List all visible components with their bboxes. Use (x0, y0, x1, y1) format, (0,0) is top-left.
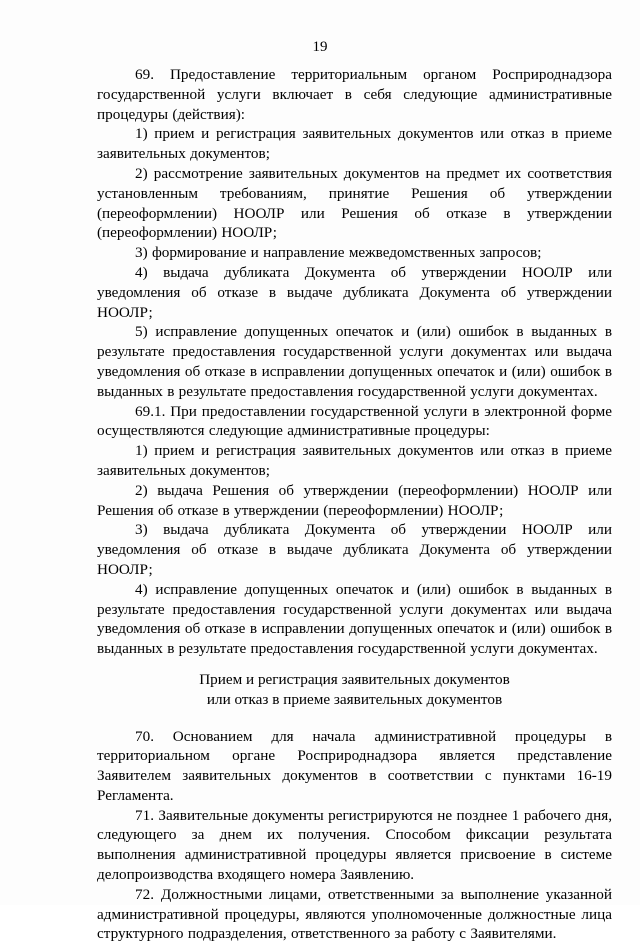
paragraph-70: 70. Основанием для начала административной процедуры в территориальном органе Росприроднадзора является представление Заявителем заявительных документов в соответствии с пунктами 16-19 Регламента. (97, 727, 612, 804)
paragraph-69-item-2: 2) рассмотрение заявительных документов на предмет их соответствия установленным требованиям, принятие Решения об утверждении (переоформлении) НООЛР или Решения об отказе в утверждении (переоформлении) НООЛР; (97, 164, 612, 242)
paragraph-69-item-4: 4) выдача дубликата Документа об утверждении НООЛР или уведомления об отказе в выдаче дубликата Документа об утверждении НООЛР; (97, 263, 612, 321)
paragraph-69-1: 69.1. При предоставлении государственной услуги в электронной форме осуществляются следующие административные процедуры: (97, 402, 612, 440)
paragraph-69-1-item-3: 3) выдача дубликата Документа об утверждении НООЛР или уведомления об отказе в выдаче дубликата Документа об утверждении НООЛР; (97, 521, 612, 578)
document-body (97, 65, 612, 944)
paragraph-69-item-5: 5) исправление допущенных опечаток и (или) ошибок в выданных в результате предоставления государственной услуги документах или выдача уведомления об отказе в исправлении допущенных опечаток и (или) ошибок в выданных в результате предоставления государственной услуги документах. (97, 323, 612, 400)
section-heading-line-2: или отказ в приеме заявительных документов (206, 690, 503, 708)
page-number: 19 (312, 39, 328, 55)
paragraph-69-item-3: 3) формирование и направление межведомственных запросов; (135, 244, 542, 262)
paragraph-69-1-item-1: 1) прием и регистрация заявительных документов или отказ в приеме заявительных документов; (97, 442, 612, 479)
paragraph-69: 69. Предоставление территориальным органом Росприроднадзора государственной услуги включает в себя следующие административные процедуры (действия): (97, 66, 612, 123)
section-heading (97, 670, 612, 710)
paragraph-72: 72. Должностными лицами, ответственными за выполнение указанной административной процедуры, являются уполномоченные должностные лица структурного подразделения, ответственного за работу с Заявителями. (97, 885, 612, 943)
paragraph-69-1-item-4: 4) исправление допущенных опечаток и (или) ошибок в выданных в результате предоставления государственной услуги документах или выдача уведомления об отказе в исправлении допущенных опечаток и (или) ошибок в выданных в результате предоставления государственной услуги документах. (97, 580, 612, 658)
paragraph-69-item-1: 1) прием и регистрация заявительных документов или отказ в приеме заявительных документов; (97, 125, 612, 163)
section-heading-line-1: Прием и регистрация заявительных документов (199, 670, 510, 688)
paragraph-71: 71. Заявительные документы регистрируются не позднее 1 рабочего дня, следующего за днем их получения. Способом фиксации результата выполнения административной процедуры является присвоение в системе делопроизводства входящего номера Заявлению. (97, 806, 612, 884)
paragraph-69-1-item-2: 2) выдача Решения об утверждении (переоформлении) НООЛР или Решения об отказе в утверждении (переоформлении) НООЛР; (97, 481, 612, 519)
